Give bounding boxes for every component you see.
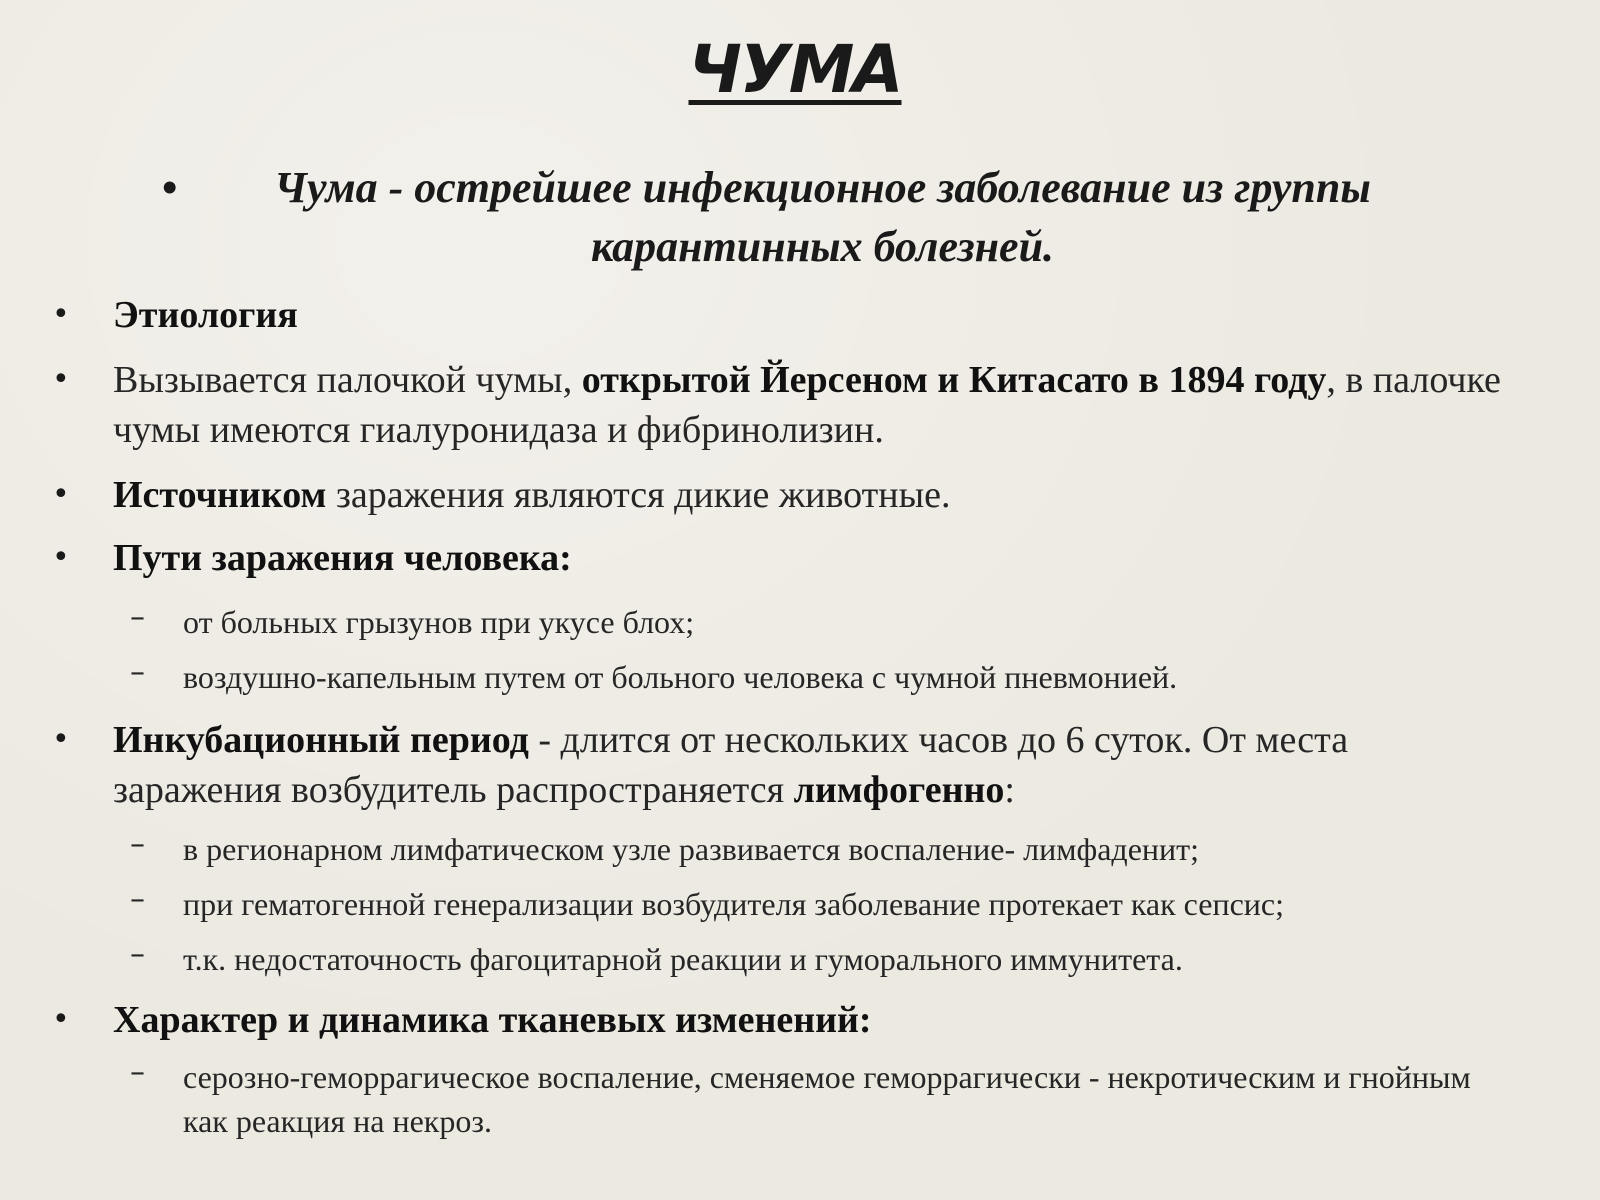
slide-title-text: ЧУМА — [688, 31, 902, 108]
cause-discovery: открытой Йерсеном и Китасато в 1894 году — [581, 359, 1327, 401]
lead-definition-text: Чума - острейшее инфекционное заболевание из группы карантинных болезней. — [274, 163, 1371, 271]
bullet-icon: • — [52, 540, 70, 575]
bullet-icon: • — [52, 722, 70, 757]
routes-heading: Пути заражения человека: — [113, 537, 572, 579]
bullet-icon: • — [162, 163, 178, 212]
dash-icon: – — [130, 827, 145, 862]
incubation-lymphogenic: лимфогенно — [793, 769, 1005, 811]
bullet-icon: • — [52, 477, 70, 512]
sub-incubation-3-text: т.к. недостаточность фагоцитарной реакции и гуморального иммунитета. — [183, 941, 1183, 977]
sub-route-2-text: воздушно-капельным путем от больного человека с чумной пневмонией. — [183, 659, 1178, 695]
incubation-colon: : — [1004, 769, 1015, 811]
dash-icon: – — [130, 1055, 145, 1090]
lead-definition — [150, 158, 1495, 276]
dash-icon: – — [130, 937, 145, 972]
sub-tissue-1-text: серозно-геморрагическое воспаление, сменяемое геморрагически - некротическим и гнойным как реакция на некроз. — [183, 1059, 1471, 1139]
dash-icon: – — [130, 655, 145, 690]
sub-incubation-1-text: в регионарном лимфатическом узле развивается воспаление- лимфаденит; — [183, 831, 1200, 867]
source-text: заражения являются дикие животные. — [326, 474, 951, 516]
incubation-text: - длится от нескольких часов до 6 суток. От места заражения возбудитель распространяется — [113, 719, 1349, 811]
incubation-heading: Инкубационный период — [113, 719, 529, 761]
cause-text-start: Вызывается палочкой чумы, — [113, 359, 582, 401]
cause-text-end: , в палочке чумы имеются гиалуронидаза и фибринолизин. — [113, 359, 1501, 451]
etiology-heading: Этиология — [113, 294, 298, 336]
dash-icon: – — [130, 882, 145, 917]
dash-icon: – — [130, 600, 145, 635]
bullet-icon: • — [52, 1002, 70, 1037]
bullet-icon: • — [52, 297, 70, 332]
tissue-heading: Характер и динамика тканевых изменений: — [113, 999, 872, 1041]
bullet-icon: • — [52, 362, 70, 397]
slide-title — [0, 22, 1590, 118]
sub-route-1-text: от больных грызунов при укусе блох; — [183, 604, 695, 640]
sub-incubation-2-text: при гематогенной генерализации возбудителя заболевание протекает как сепсис; — [183, 886, 1285, 922]
source-heading: Источником — [113, 474, 327, 516]
